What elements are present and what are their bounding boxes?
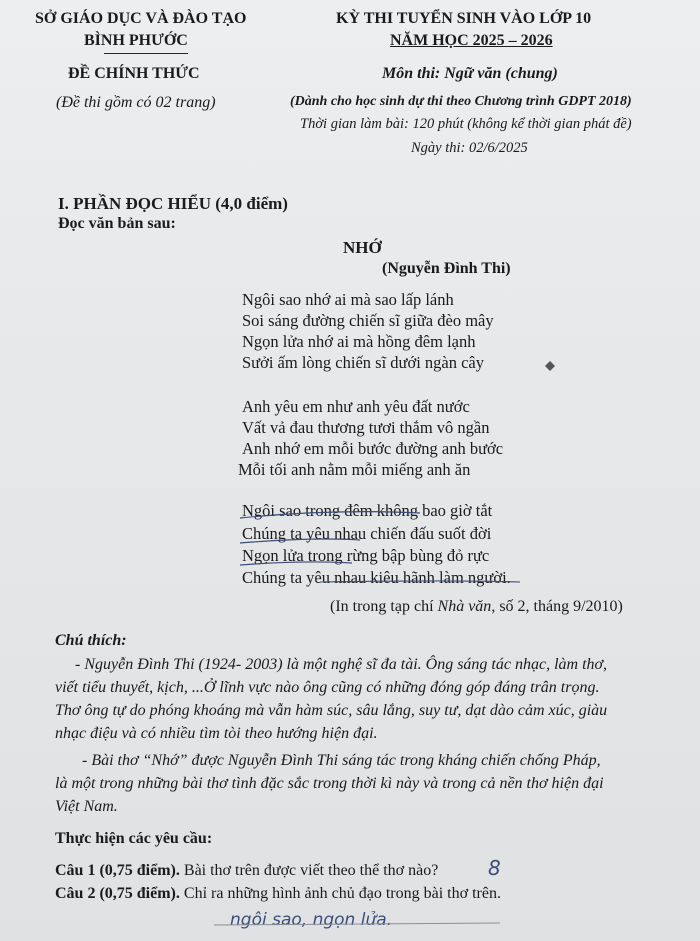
official-label: ĐỀ CHÍNH THỨC (68, 65, 200, 82)
poem-line: Chúng ta yêu nhau chiến đấu suốt đời (242, 524, 492, 543)
question-1-label: Câu 1 (0,75 điểm). (55, 862, 180, 879)
handwritten-answer-2: ngôi sao, ngọn lửa. (230, 910, 393, 930)
handwritten-answer-1: 8 (488, 856, 501, 880)
question-2-label: Câu 2 (0,75 điểm). (55, 885, 180, 902)
poem-line: Anh yêu em như anh yêu đất nước (242, 397, 470, 416)
question-2-text: Chỉ ra những hình ảnh chủ đạo trong bài thơ trên. (179, 885, 501, 902)
source-prefix: (In trong tạp chí (330, 598, 438, 615)
poem-line: Anh nhớ em mỗi bước đường anh bước (242, 439, 504, 458)
poem-title: NHỚ (343, 238, 382, 257)
tasks-heading: Thực hiện các yêu cầu: (55, 830, 213, 847)
department-name: SỞ GIÁO DỤC VÀ ĐÀO TẠO (35, 10, 247, 27)
exam-title: KỲ THI TUYỂN SINH VÀO LỚP 10 (336, 10, 592, 27)
notes-heading: Chú thích: (55, 632, 127, 649)
page-count-note: (Đề thi gồm có 02 trang) (56, 94, 216, 111)
section-title: I. PHẦN ĐỌC HIỂU (4,0 điểm) (58, 194, 288, 213)
note-line: Việt Nam. (55, 798, 118, 815)
poem-line: Ngôi sao nhớ ai mà sao lấp lánh (242, 290, 454, 309)
exam-date: Ngày thi: 02/6/2025 (411, 140, 528, 156)
poem-line: Sưởi ấm lòng chiến sĩ dưới ngàn cây (242, 353, 485, 372)
poem-line: Soi sáng đường chiến sĩ giữa đèo mây (242, 311, 494, 330)
note-line: Thơ ông tự do phóng khoáng mà vẫn hàm súc, sâu lắng, suy tư, dạt dào cảm xúc, giàu (55, 702, 608, 719)
poem-line: Ngọn lửa nhớ ai mà hồng đêm lạnh (242, 332, 476, 351)
subject: Môn thi: Ngữ văn (chung) (382, 65, 558, 82)
poem-line: Ngọn lửa trong rừng bập bùng đỏ rực (242, 546, 490, 565)
note-line: viết tiểu thuyết, kịch, ...Ở lĩnh vực nào ông cũng có những đóng góp đáng trân trọng. (55, 679, 600, 696)
poem-line: Vất vả đau thương tươi thắm vô ngần (242, 418, 490, 437)
province-name: BÌNH PHƯỚC (84, 32, 188, 49)
note-line: nhạc điệu và có nhiều tìm tòi theo hướng hiện đại. (55, 725, 378, 742)
time-allowed: Thời gian làm bài: 120 phút (không kể thời gian phát đề) (300, 116, 632, 132)
program-note: (Dành cho học sinh dự thi theo Chương trình GDPT 2018) (290, 94, 632, 109)
poem-line: Mỗi tối anh nằm mỗi miếng anh ăn (238, 460, 471, 479)
note-line: - Bài thơ “Nhớ” được Nguyễn Đình Thi sáng tác trong kháng chiến chống Pháp, (82, 752, 601, 769)
source-suffix: , số 2, tháng 9/2010) (491, 598, 623, 615)
poem-line: Ngôi sao trong đêm không bao giờ tắt (242, 501, 493, 520)
source-journal: Nhà văn (437, 598, 492, 615)
poem-author: (Nguyễn Đình Thi) (382, 260, 511, 277)
note-line: là một trong những bài thơ tình đặc sắc trong thời kì này và trong cả nền thơ hiện đại (55, 775, 604, 792)
reading-instruction: Đọc văn bản sau: (58, 215, 176, 232)
poem-line: Chúng ta yêu nhau kiêu hãnh làm người. (242, 568, 511, 587)
school-year: NĂM HỌC 2025 – 2026 (390, 32, 553, 49)
note-line: - Nguyễn Đình Thi (1924- 2003) là một nghệ sĩ đa tài. Ông sáng tác nhạc, làm thơ, (75, 656, 608, 673)
question-1-text: Bài thơ trên được viết theo thể thơ nào? (179, 862, 439, 879)
